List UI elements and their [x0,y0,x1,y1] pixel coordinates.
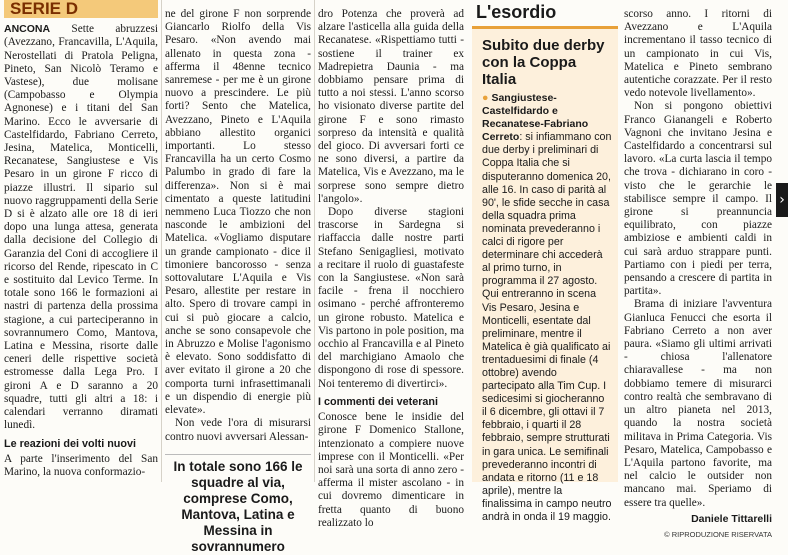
article-paragraph: ANCONA Sette abruzzesi (Avezzano, Francavilla, L'Aquila, Nerostellati di Pratola Peligna, Pineto, San Nicolò Teramo e Vastese), due molisane (Campobasso e Olympia Agnonese) e i titani del San Marino. Ecco le avversarie di Castelfidardo, Fabriano Cerreto, Jesina, Matelica, Monticelli, Recanatese, Sangiustese e Vis Pesaro in un girone F ricco di piazze illustri. Il sipario sul nuovo raggruppamenti della Serie D si è alzato alle ore 18 di ieri dopo una lunga attesa, generata dalla decisione del Collegio di Garanzia del Coni di accogliere il ricorso del Rende, ripescato in C e sostituito dal Levico Terme. In totale sono 166 le formazioni ai nastri di partenza della prossima stagione, a cui parteciperanno in sovrannumero Como, Mantova, Latina e Messina, risorte dalle ceneri delle rispettive società estromesse dalla Lega Pro. I gironi A e D saranno a 20 squadre, tutti gli altri a 18: i calendari verranno diramati lunedì. [4,23,158,432]
article-paragraph: dro Potenza che proverà ad alzare l'asticella alla guida della Recanatese. «Rispettiamo tutti - sostiene il trainer ex Madrepietra Daunia - ma dobbiamo pensare prima di tutto a noi stessi. L'anno scorso ho visionato diverse partite del girone F e sono rimasto sorpreso da intensità e qualità del gioco. Di avversari forti ce ne sono diversi, a partire da Matelica, Vis e Avezzano, ma le sorprese sono sempre dietro l'angolo». [318,8,464,205]
article-paragraph: scorso anno. I ritorni di Avezzano e L'Aquila incrementano il tasso tecnico di un campionato in cui Vis, Matelica e Pineto sembrano autentiche corazzate. Per il resto vedo notevole livellamento». [624,8,772,100]
column-divider [314,0,315,482]
article-paragraph: Non vede l'ora di misurarsi contro nuovi avversari Alessan- [165,417,311,443]
article-paragraph: ne del girone F non sorprende Giancarlo Riolfo della Vis Pesaro. «Non avendo mai allenato in questa zona - afferma il 48enne tecnico sanremese - per me è un girone nuovo a prescindere. Le più forti? Sento che Matelica, Avezzano, Pineto e L'Aquila abbiano allestito organici importanti. Lo stesso Francavilla ha un certo Cosmo Palumbo in grado di fare la differenza». Non si è mai cimentato a queste latitudini nemmeno Luca Tiozzo che non nasconde le ambizioni del Matelica. «Vogliamo disputare un grande campionato - dice il timoniere bancorosso - senza sottovalutare L'Aquila e Vis Pesaro, allestite per restare in alto. Spero di trovare campi in cui si può giocare a calcio, anche se sono consapevole che in Abruzzo e Molise l'agonismo è elevato. Sono soddisfatto di aver evitato il girone a 20 che comporta turni infrasettimanali e un dispendio di energie più elevate». [165,8,311,417]
column-divider [161,0,162,482]
article-paragraph: A parte l'inserimento del San Marino, la nuova conformazio- [4,452,158,478]
box-heading: L'esordio [472,0,618,29]
article-paragraph: Dopo diverse stagioni trascorse in Sardegna si riaffaccia dalle nostre parti Stefano Senigagliesi, motivato a recitare il ruolo di guastafeste con la Sangiustese. «Non sarà facile - frena il nocchiero osimano - perché affronteremo un girone robusto. Matelica e Vis partono in pole position, ma occhio al Francavilla e al Pineto del marchigiano Amaolo che dispongono di rose di spessore. Noi tenteremo di divertirci». [318,206,464,390]
article-subhead: Le reazioni dei volti nuovi [4,437,136,450]
article-column-5 [624,8,772,539]
pull-quote: In totale sono 166 le squadre al via, comprese Como, Mantova, Latina e Messina in sovrannumero [165,454,311,555]
section-label: SERIE D [4,0,158,18]
bullet-icon: ● [482,92,489,104]
article-paragraph: Non si pongono obiettivi Franco Gianangeli e Roberto Vagnoni che invitano Jesina e Castelfidardo a concentrarsi sul lavoro. «La curta lascia il tempo che trova - dichiarano in coro - visto che le gerarchie le stabilisce sempre il campo. Il girone si preannuncia equilibrato, con piazze ambiziose e ambienti caldi in cui sarà arduo strappare punti. Partiamo con i piedi per terra, pensando a crescere di partita in partita». [624,100,772,298]
article-paragraph: Conosce bene le insidie del girone F Domenico Stallone, intenzionato a compiere nuove imprese con il Monticelli. «Per noi sarà una sorta di anno zero - afferma il mister ascolano - in cui dovremo dimenticare in fretta quanto di buono realizzato lo [318,411,464,529]
chevron-right-icon[interactable]: › [776,183,788,217]
copyright-notice: © RIPRODUZIONE RISERVATA [664,529,772,539]
dateline: ANCONA [4,23,51,36]
article-column-3 [318,8,464,529]
article-column-1 [4,0,158,482]
box-lead: Sangiustese-Castelfidardo e Recanatese-Fabriano Cerreto [482,92,589,144]
article-paragraph: Brama di iniziare l'avventura Gianluca Fenucci che esorta il Fabriano Cerreto a non aver paura. «Siamo gli ultimi arrivati - chiosa l'allenatore chiaravallese - ma non dobbiamo temere di misurarci contro realtà che sembravano di un altro pianeta nel 2013, quando la nostra società militava in Prima Categoria. Vis Pesaro, Matelica, Campobasso e L'Aquila partono favorite, ma nel calcio le outsider non mancano mai. Speriamo di essere tra quelle». [624,298,772,509]
author-signature: Daniele Tittarelli [691,512,772,525]
article-subhead: I commenti dei veterani [318,395,439,408]
box-title: Subito due derby con la Coppa Italia [482,37,605,88]
esordio-box [472,0,618,523]
article-column-2 [165,8,311,554]
box-body: ● Sangiustese-Castelfidardo e Recanatese-Fabriano Cerreto: si infiammano con due derby i preliminari di Coppa Italia che si disputeranno domenica 20, alle 16. In caso di parità al 90', le sfide secche in casa della squadra prima nominata prevederanno i calci di rigore per determinare chi accederà al primo turno, in programma il 27 agosto. Qui entreranno in scena Vis Pesaro, Jesina e Monticelli, esentate dal preliminare, mentre il Matelica è già qualificato ai trentaduesimi di finale (4 ottobre) avendo partecipato alla Tim Cup. I sedicesimi si giocheranno il 6 dicembre, gli ottavi il 7 febbraio, i quarti il 28 febbraio, sempre strutturati in gara unica. Le semifinali prevederanno incontri di andata e ritorno (11 e 18 aprile), mentre la finalissima in campo neutro andrà in onda il 19 maggio. [482,92,612,523]
